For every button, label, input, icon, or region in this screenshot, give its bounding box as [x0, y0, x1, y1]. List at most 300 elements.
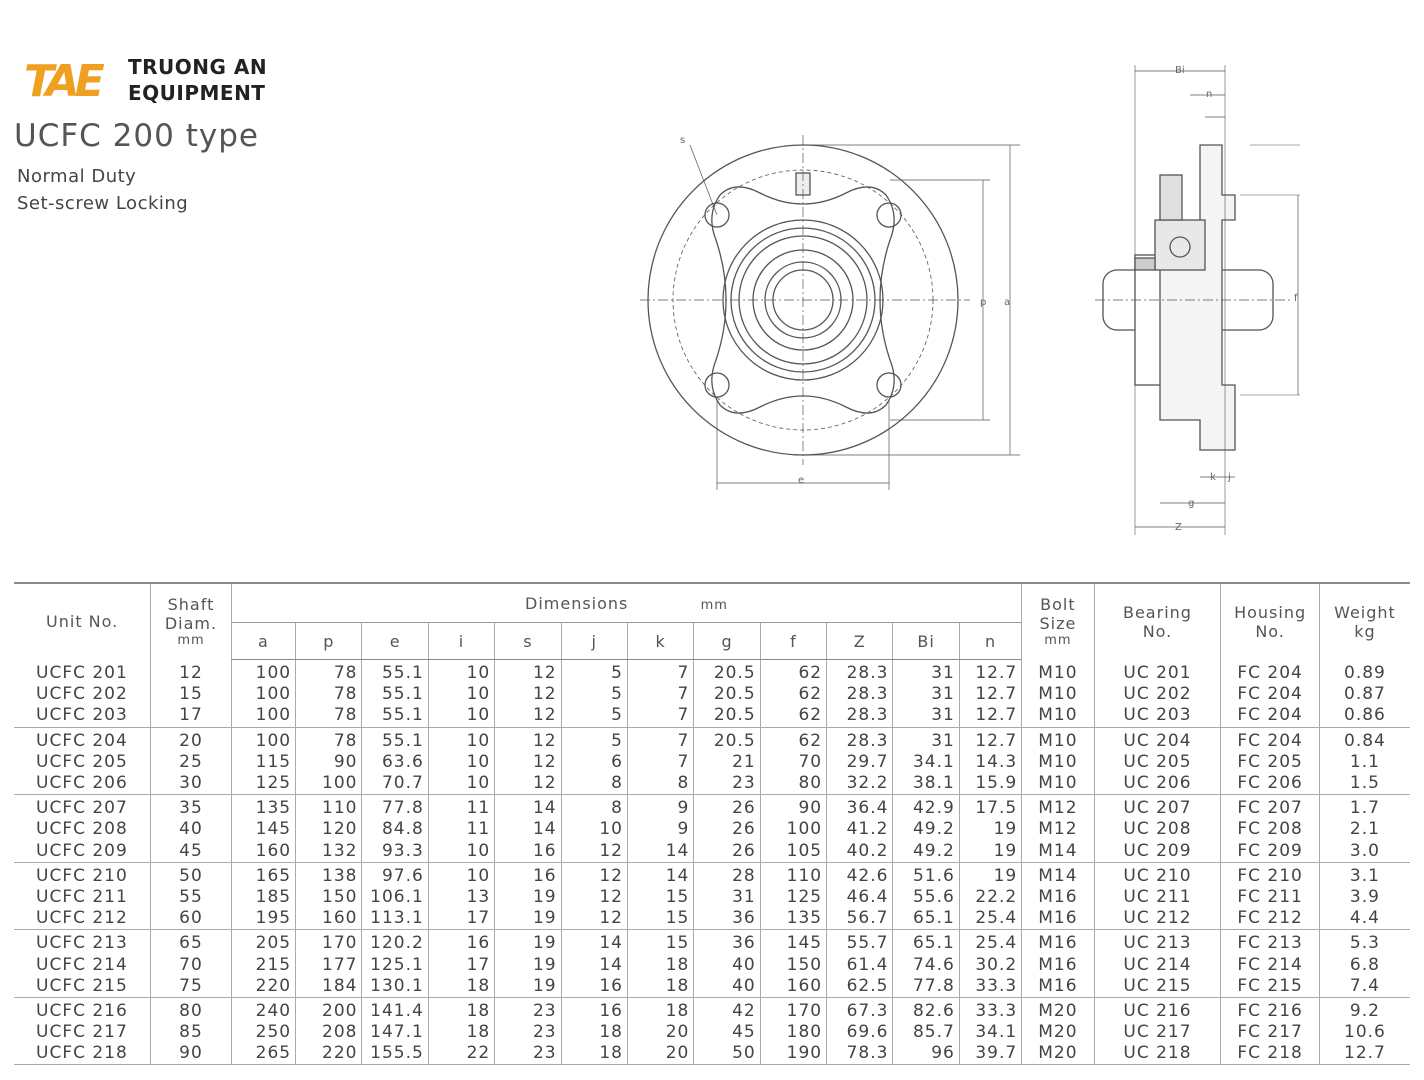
table-cell: 12: [495, 684, 561, 705]
table-cell: 125: [760, 887, 826, 908]
table-cell: 141.4: [362, 997, 428, 1022]
table-cell: M14: [1022, 862, 1094, 887]
header-housing-no: Housing No.: [1221, 583, 1320, 660]
table-cell: 49.2: [893, 841, 959, 863]
table-cell: 26: [694, 795, 760, 820]
table-cell: UC 214: [1094, 954, 1221, 975]
table-cell: FC 213: [1221, 930, 1320, 955]
table-cell: 23: [694, 773, 760, 795]
table-cell: 35: [151, 795, 231, 820]
table-row: [14, 752, 1410, 773]
table-cell: 62: [760, 684, 826, 705]
table-cell: 63.6: [362, 752, 428, 773]
table-row: [14, 660, 1410, 685]
table-row: [14, 773, 1410, 795]
table-cell: 106.1: [362, 887, 428, 908]
table-cell: 105: [760, 841, 826, 863]
table-cell: 30: [151, 773, 231, 795]
table-cell: 145: [231, 819, 295, 840]
table-cell: M20: [1022, 1043, 1094, 1065]
table-cell: 33.3: [959, 976, 1021, 998]
table-cell: 8: [561, 795, 627, 820]
table-cell: FC 211: [1221, 887, 1320, 908]
table-cell: 16: [495, 841, 561, 863]
table-cell: 16: [495, 862, 561, 887]
table-cell: 78.3: [827, 1043, 893, 1065]
table-cell: 5: [561, 727, 627, 752]
table-cell: 20.5: [694, 660, 760, 685]
table-cell: 220: [296, 1043, 362, 1065]
table-cell: UC 204: [1094, 727, 1221, 752]
table-cell: 25.4: [959, 908, 1021, 930]
table-cell: M10: [1022, 773, 1094, 795]
table-cell: 7.4: [1319, 976, 1410, 998]
table-cell: 20: [627, 1022, 693, 1043]
company-logo: [24, 56, 294, 108]
table-cell: 3.0: [1319, 841, 1410, 863]
table-cell: 70: [760, 752, 826, 773]
table-cell: M16: [1022, 887, 1094, 908]
table-cell: 18: [627, 954, 693, 975]
table-cell: 14: [495, 795, 561, 820]
page-title: UCFC 200 type: [14, 118, 259, 154]
table-cell: FC 204: [1221, 684, 1320, 705]
table-cell: UC 210: [1094, 862, 1221, 887]
header-bearing-no: Bearing No.: [1094, 583, 1221, 660]
header-dim-i: i: [428, 623, 494, 660]
table-cell: 28: [694, 862, 760, 887]
table-cell: UC 203: [1094, 705, 1221, 727]
table-cell: 17: [428, 908, 494, 930]
table-cell: 46.4: [827, 887, 893, 908]
header-dim-p: p: [296, 623, 362, 660]
table-cell: 39.7: [959, 1043, 1021, 1065]
table-cell: 14: [495, 819, 561, 840]
table-cell: FC 212: [1221, 908, 1320, 930]
table-cell: 80: [760, 773, 826, 795]
table-cell: 12.7: [959, 660, 1021, 685]
table-cell: M20: [1022, 997, 1094, 1022]
table-cell: 75: [151, 976, 231, 998]
table-cell: 55.1: [362, 684, 428, 705]
table-cell: 165: [231, 862, 295, 887]
table-cell: 50: [151, 862, 231, 887]
table-cell: 70.7: [362, 773, 428, 795]
table-cell: 15: [627, 887, 693, 908]
table-cell: 5: [561, 684, 627, 705]
table-cell: UCFC 201: [36, 662, 128, 683]
table-cell: 185: [231, 887, 295, 908]
table-row: [14, 997, 1410, 1022]
table-cell: 9: [627, 795, 693, 820]
table-cell: 17.5: [959, 795, 1021, 820]
table-cell: 13: [428, 887, 494, 908]
table-cell: FC 210: [1221, 862, 1320, 887]
table-cell: 7: [627, 660, 693, 685]
table-cell: 19: [495, 930, 561, 955]
table-cell: 177: [296, 954, 362, 975]
table-cell: 10: [428, 660, 494, 685]
table-cell: 40: [151, 819, 231, 840]
table-cell: 36: [694, 908, 760, 930]
table-cell: 135: [760, 908, 826, 930]
table-cell: 147.1: [362, 1022, 428, 1043]
table-cell: UCFC 207: [36, 798, 128, 819]
table-cell: 0.87: [1319, 684, 1410, 705]
table-cell: 10.6: [1319, 1022, 1410, 1043]
table-cell: 40: [694, 976, 760, 998]
table-cell: 10: [428, 727, 494, 752]
table-cell: M10: [1022, 752, 1094, 773]
spec-table: [14, 582, 1410, 1065]
header-weight: Weight kg: [1319, 583, 1410, 660]
table-cell: 93.3: [362, 841, 428, 863]
table-cell: 36: [694, 930, 760, 955]
label-e: e: [798, 475, 805, 486]
table-cell: 28.3: [827, 684, 893, 705]
table-cell: 28.3: [827, 727, 893, 752]
table-cell: UCFC 209: [14, 841, 151, 863]
table-cell: 18: [627, 997, 693, 1022]
table-cell: 19: [959, 819, 1021, 840]
table-cell: 69.6: [827, 1022, 893, 1043]
header-dimensions: Dimensions mm: [231, 583, 1021, 623]
table-cell: 20: [151, 727, 231, 752]
table-cell: 42: [694, 997, 760, 1022]
table-cell: UCFC 217: [36, 1022, 128, 1043]
table-cell: 6: [561, 752, 627, 773]
table-cell: 90: [760, 795, 826, 820]
table-cell: UCFC 211: [36, 886, 128, 907]
table-cell: 12: [495, 773, 561, 795]
table-cell: 10: [428, 862, 494, 887]
table-cell: 1.1: [1319, 752, 1410, 773]
table-cell: UC 217: [1094, 1022, 1221, 1043]
table-cell: M10: [1022, 684, 1094, 705]
table-cell: 20.5: [694, 705, 760, 727]
table-cell: 55.1: [362, 727, 428, 752]
table-cell: 10: [428, 684, 494, 705]
table-cell: 100: [231, 660, 295, 685]
header-bolt-size: Bolt Size mm: [1022, 583, 1094, 660]
table-cell: 190: [760, 1043, 826, 1065]
table-cell: 8: [561, 773, 627, 795]
table-cell: UCFC 202: [36, 684, 128, 705]
header-dim-g: g: [694, 623, 760, 660]
table-cell: FC 218: [1221, 1043, 1320, 1065]
table-cell: 22.2: [959, 887, 1021, 908]
table-cell: 62: [760, 705, 826, 727]
table-row: [14, 954, 1410, 975]
table-cell: UCFC 212: [14, 908, 151, 930]
table-cell: 10: [428, 752, 494, 773]
table-cell: 170: [296, 930, 362, 955]
table-cell: 78: [296, 705, 362, 727]
header-dim-e: e: [362, 623, 428, 660]
table-cell: M14: [1022, 841, 1094, 863]
table-cell: 19: [495, 908, 561, 930]
table-cell: 33.3: [959, 997, 1021, 1022]
table-cell: 49.2: [893, 819, 959, 840]
label-g: g: [1188, 498, 1195, 509]
table-cell: 115: [231, 752, 295, 773]
table-cell: 28.3: [827, 660, 893, 685]
table-cell: 97.6: [362, 862, 428, 887]
table-cell: 55.1: [362, 705, 428, 727]
table-cell: 31: [893, 660, 959, 685]
table-cell: 113.1: [362, 908, 428, 930]
table-cell: 55: [151, 887, 231, 908]
table-cell: 5.3: [1319, 930, 1410, 955]
header-shaft-diam: Shaft Diam. mm: [151, 583, 231, 660]
table-cell: 18: [561, 1022, 627, 1043]
header-dim-bi: Bi: [893, 623, 959, 660]
table-cell: 18: [428, 997, 494, 1022]
table-cell: 7: [627, 727, 693, 752]
table-cell: M10: [1022, 660, 1094, 685]
table-cell: 65: [151, 930, 231, 955]
table-cell: 23: [495, 1043, 561, 1065]
table-cell: 23: [495, 997, 561, 1022]
table-cell: 10: [428, 841, 494, 863]
table-row: [14, 908, 1410, 930]
header-dim-j: j: [561, 623, 627, 660]
table-cell: 25: [151, 752, 231, 773]
table-cell: 18: [627, 976, 693, 998]
table-cell: 130.1: [362, 976, 428, 998]
table-cell: FC 206: [1221, 773, 1320, 795]
table-cell: 3.1: [1319, 862, 1410, 887]
table-cell: 78: [296, 684, 362, 705]
table-cell: FC 215: [1221, 976, 1320, 998]
table-cell: 6.8: [1319, 954, 1410, 975]
table-cell: 51.6: [893, 862, 959, 887]
table-cell: 180: [760, 1022, 826, 1043]
table-cell: M12: [1022, 819, 1094, 840]
table-cell: 7: [627, 705, 693, 727]
header-dim-n: n: [959, 623, 1021, 660]
table-cell: 10: [428, 773, 494, 795]
table-cell: 200: [296, 997, 362, 1022]
table-cell: 15: [151, 684, 231, 705]
table-cell: 14: [561, 954, 627, 975]
table-cell: 8: [627, 773, 693, 795]
table-cell: 138: [296, 862, 362, 887]
table-cell: 19: [495, 954, 561, 975]
table-cell: 34.1: [893, 752, 959, 773]
table-cell: 30.2: [959, 954, 1021, 975]
table-cell: 2.1: [1319, 819, 1410, 840]
table-cell: 150: [296, 887, 362, 908]
table-cell: 38.1: [893, 773, 959, 795]
table-cell: 74.6: [893, 954, 959, 975]
label-s: s: [680, 135, 686, 146]
table-cell: M16: [1022, 954, 1094, 975]
table-cell: 23: [495, 1022, 561, 1043]
table-cell: 240: [231, 997, 295, 1022]
table-cell: 78: [296, 660, 362, 685]
table-cell: 31: [893, 684, 959, 705]
table-cell: 11: [428, 819, 494, 840]
table-row: [14, 841, 1410, 863]
table-cell: UC 213: [1094, 930, 1221, 955]
table-cell: UCFC 213: [36, 933, 128, 954]
logo-company-name: TRUONG AN: [128, 55, 268, 79]
table-cell: UC 206: [1094, 773, 1221, 795]
table-cell: FC 204: [1221, 705, 1320, 727]
table-cell: 19: [495, 976, 561, 998]
table-cell: 34.1: [959, 1022, 1021, 1043]
table-cell: M20: [1022, 1022, 1094, 1043]
table-cell: M16: [1022, 976, 1094, 998]
table-cell: 61.4: [827, 954, 893, 975]
table-cell: 0.89: [1319, 660, 1410, 685]
table-cell: 40: [694, 954, 760, 975]
table-cell: 12: [561, 862, 627, 887]
table-cell: 55.7: [827, 930, 893, 955]
table-cell: 150: [760, 954, 826, 975]
table-cell: 15.9: [959, 773, 1021, 795]
label-f: f: [1294, 293, 1298, 304]
table-cell: 0.86: [1319, 705, 1410, 727]
table-cell: 100: [231, 727, 295, 752]
label-a: a: [1004, 297, 1011, 308]
table-cell: FC 209: [1221, 841, 1320, 863]
table-cell: 20: [627, 1043, 693, 1065]
table-cell: M10: [1022, 705, 1094, 727]
table-cell: 17: [428, 954, 494, 975]
table-cell: FC 214: [1221, 954, 1320, 975]
table-cell: UCFC 204: [36, 730, 128, 751]
table-cell: 3.9: [1319, 887, 1410, 908]
table-row: [14, 727, 1410, 752]
table-cell: 36.4: [827, 795, 893, 820]
table-cell: 10: [428, 705, 494, 727]
table-cell: 110: [296, 795, 362, 820]
table-cell: 9.2: [1319, 997, 1410, 1022]
table-cell: 90: [151, 1043, 231, 1065]
table-row: [14, 1043, 1410, 1065]
side-view: [1095, 65, 1300, 535]
table-cell: 55.6: [893, 887, 959, 908]
table-cell: 100: [231, 684, 295, 705]
front-view: [640, 135, 1020, 490]
table-cell: 12.7: [959, 684, 1021, 705]
bearing-drawing: [600, 55, 1300, 545]
table-row: [14, 705, 1410, 727]
table-cell: 78: [296, 727, 362, 752]
table-cell: 12: [151, 660, 231, 685]
table-cell: 32.2: [827, 773, 893, 795]
table-cell: 14: [561, 930, 627, 955]
table-cell: 9: [627, 819, 693, 840]
table-cell: 250: [231, 1022, 295, 1043]
table-cell: 155.5: [362, 1043, 428, 1065]
table-cell: 26: [694, 841, 760, 863]
table-cell: FC 204: [1221, 727, 1320, 752]
table-cell: 19: [495, 887, 561, 908]
table-cell: 215: [231, 954, 295, 975]
table-cell: 12.7: [1319, 1043, 1410, 1065]
table-cell: 120: [296, 819, 362, 840]
table-cell: 96: [893, 1043, 959, 1065]
table-cell: 14: [627, 862, 693, 887]
table-cell: 41.2: [827, 819, 893, 840]
table-cell: 45: [694, 1022, 760, 1043]
table-cell: 5: [561, 705, 627, 727]
table-cell: 1.7: [1319, 795, 1410, 820]
table-cell: 160: [231, 841, 295, 863]
table-cell: UC 212: [1094, 908, 1221, 930]
table-cell: FC 207: [1221, 795, 1320, 820]
table-row: [14, 930, 1410, 955]
table-cell: 16: [428, 930, 494, 955]
table-cell: 18: [428, 976, 494, 998]
table-cell: 125: [231, 773, 295, 795]
table-cell: 65.1: [893, 908, 959, 930]
table-cell: 19: [959, 841, 1021, 863]
table-row: [14, 887, 1410, 908]
table-cell: 110: [760, 862, 826, 887]
table-cell: 100: [296, 773, 362, 795]
table-cell: 12: [495, 752, 561, 773]
table-cell: 80: [151, 997, 231, 1022]
table-cell: 18: [561, 1043, 627, 1065]
table-cell: 29.7: [827, 752, 893, 773]
table-cell: UC 202: [1094, 684, 1221, 705]
table-cell: 12.7: [959, 727, 1021, 752]
table-cell: 195: [231, 908, 295, 930]
table-cell: 77.8: [893, 976, 959, 998]
table-cell: 85.7: [893, 1022, 959, 1043]
table-cell: 12: [561, 841, 627, 863]
table-cell: 85: [151, 1022, 231, 1043]
table-cell: 31: [694, 887, 760, 908]
logo-mark: TAE: [24, 56, 100, 107]
table-cell: 12: [495, 705, 561, 727]
table-cell: 20.5: [694, 727, 760, 752]
table-cell: 62: [760, 727, 826, 752]
table-cell: 14.3: [959, 752, 1021, 773]
table-cell: 220: [231, 976, 295, 998]
label-n: n: [1206, 89, 1213, 100]
table-cell: 26: [694, 819, 760, 840]
table-cell: 100: [760, 819, 826, 840]
table-cell: 18: [428, 1022, 494, 1043]
label-z: Z: [1175, 522, 1182, 533]
table-cell: M10: [1022, 727, 1094, 752]
table-cell: 12: [495, 660, 561, 685]
table-cell: 7: [627, 684, 693, 705]
table-cell: 135: [231, 795, 295, 820]
table-cell: 90: [296, 752, 362, 773]
table-cell: 125.1: [362, 954, 428, 975]
table-cell: UCFC 208: [36, 819, 128, 840]
table-cell: 20.5: [694, 684, 760, 705]
table-cell: FC 208: [1221, 819, 1320, 840]
table-row: [14, 1022, 1410, 1043]
table-cell: 1.5: [1319, 773, 1410, 795]
table-cell: 50: [694, 1043, 760, 1065]
table-cell: 60: [151, 908, 231, 930]
table-cell: UC 207: [1094, 795, 1221, 820]
table-cell: UCFC 206: [14, 773, 151, 795]
table-cell: UC 211: [1094, 887, 1221, 908]
table-cell: UC 205: [1094, 752, 1221, 773]
subtitle-duty: Normal Duty: [17, 166, 137, 187]
table-cell: 16: [561, 976, 627, 998]
table-cell: 17: [151, 705, 231, 727]
